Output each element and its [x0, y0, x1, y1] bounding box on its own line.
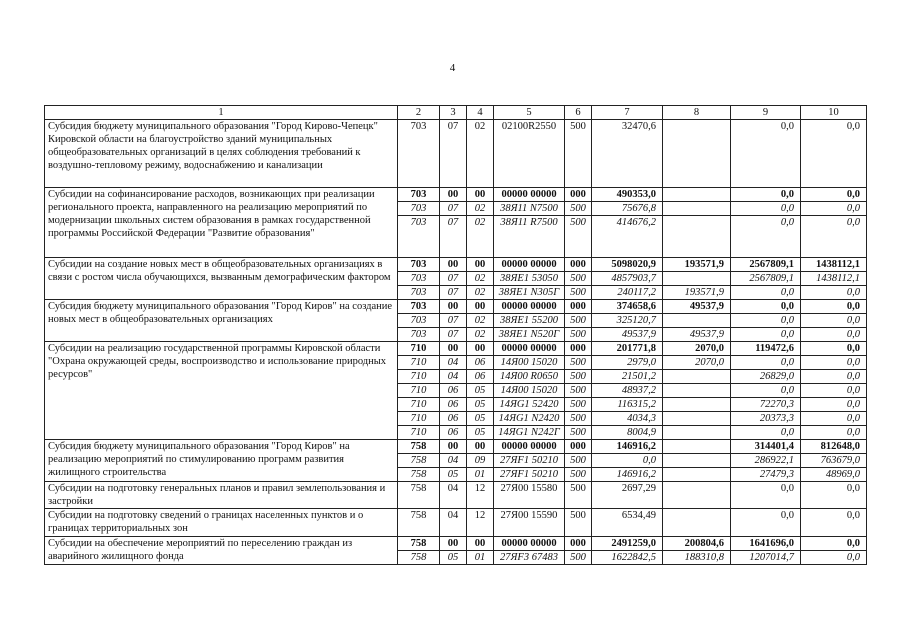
cell-col3: 00 [440, 439, 467, 453]
cell-col3: 06 [440, 425, 467, 439]
cell-col2: 758 [398, 536, 440, 550]
cell-col5: 00000 00000 [494, 439, 565, 453]
cell-col3: 07 [440, 313, 467, 327]
table-row [45, 120, 867, 188]
cell-col7: 8004,9 [592, 425, 663, 439]
cell-col9: 0,0 [731, 425, 801, 439]
cell-col4: 05 [467, 397, 494, 411]
cell-col10: 1438112,1 [801, 271, 867, 285]
table-body [45, 106, 867, 565]
cell-col5: 38Я11 N7500 [494, 202, 565, 216]
cell-col5: 14Я00 15020 [494, 355, 565, 369]
cell-col4: 05 [467, 425, 494, 439]
cell-col8 [663, 188, 731, 202]
cell-col5: 00000 00000 [494, 536, 565, 550]
cell-col8 [663, 509, 731, 537]
cell-col3: 06 [440, 383, 467, 397]
cell-col10: 0,0 [801, 285, 867, 299]
cell-col5: 38ЯЕ1 55200 [494, 313, 565, 327]
table-row [45, 509, 867, 537]
cell-col6: 500 [565, 467, 592, 481]
cell-col10: 0,0 [801, 369, 867, 383]
cell-col4: 02 [467, 202, 494, 216]
cell-col6: 500 [565, 271, 592, 285]
cell-col4: 02 [467, 285, 494, 299]
cell-col6: 000 [565, 341, 592, 355]
cell-col3: 04 [440, 355, 467, 369]
cell-col10: 0,0 [801, 550, 867, 564]
cell-col7: 490353,0 [592, 188, 663, 202]
cell-col4: 05 [467, 411, 494, 425]
table-row [45, 299, 867, 313]
table-row [45, 341, 867, 355]
cell-col2: 703 [398, 202, 440, 216]
cell-col4: 02 [467, 271, 494, 285]
cell-col3: 05 [440, 550, 467, 564]
cell-col3: 04 [440, 481, 467, 509]
cell-col8 [663, 271, 731, 285]
cell-col8: 200804,6 [663, 536, 731, 550]
cell-col6: 500 [565, 355, 592, 369]
cell-col5: 02100R2550 [494, 120, 565, 188]
cell-col7: 32470,6 [592, 120, 663, 188]
subsidy-description: Субсидия бюджету муниципального образования "Город Киров" на создание новых мест в общеобразовательных организациях [45, 299, 398, 341]
cell-col5: 00000 00000 [494, 257, 565, 271]
cell-col5: 38Я11 R7500 [494, 216, 565, 257]
cell-col9: 0,0 [731, 327, 801, 341]
cell-col4: 01 [467, 467, 494, 481]
cell-col9: 0,0 [731, 313, 801, 327]
cell-col6: 500 [565, 509, 592, 537]
cell-col8 [663, 481, 731, 509]
cell-col2: 710 [398, 369, 440, 383]
cell-col7: 414676,2 [592, 216, 663, 257]
cell-col4: 02 [467, 216, 494, 257]
cell-col7: 2697,29 [592, 481, 663, 509]
subsidy-description: Субсидия бюджету муниципального образования "Город Киров" на реализацию мероприятий по стимулированию программ развития жилищного строительства [45, 439, 398, 481]
subsidy-description: Субсидия бюджету муниципального образования "Город Кирово-Чепецк" Кировской области на благоустройство зданий муниципальных общеобразовательных организаций в целях соблюдения требований к воздушно-тепловому режиму, водоснабжению и канализации [45, 120, 398, 188]
cell-col6: 500 [565, 453, 592, 467]
cell-col8 [663, 369, 731, 383]
cell-col8: 49537,9 [663, 327, 731, 341]
cell-col2: 710 [398, 425, 440, 439]
header-cell: 2 [398, 106, 440, 120]
cell-col3: 00 [440, 536, 467, 550]
subsidy-description: Субсидии на реализацию государственной программы Кировской области "Охрана окружающей среды, воспроизводство и использование природных ресурсов" [45, 341, 398, 439]
cell-col7: 325120,7 [592, 313, 663, 327]
cell-col2: 758 [398, 439, 440, 453]
cell-col6: 000 [565, 536, 592, 550]
cell-col7: 146916,2 [592, 467, 663, 481]
cell-col5: 27Я00 15580 [494, 481, 565, 509]
cell-col10: 0,0 [801, 216, 867, 257]
subsidy-description: Субсидии на подготовку генеральных планов и правил землепользования и застройки [45, 481, 398, 509]
subsidy-description: Субсидии на софинансирование расходов, возникающих при реализации регионального проекта, направленного на реализацию мероприятий по модернизации школьных систем образования в рамках государственной программы Российской Федерации "Развитие образования" [45, 188, 398, 257]
cell-col8 [663, 397, 731, 411]
cell-col3: 04 [440, 369, 467, 383]
cell-col10: 0,0 [801, 425, 867, 439]
cell-col10: 0,0 [801, 327, 867, 341]
cell-col5: 00000 00000 [494, 341, 565, 355]
cell-col10: 0,0 [801, 341, 867, 355]
cell-col10: 1438112,1 [801, 257, 867, 271]
table-row [45, 257, 867, 271]
cell-col4: 00 [467, 299, 494, 313]
cell-col10: 0,0 [801, 536, 867, 550]
cell-col6: 000 [565, 439, 592, 453]
cell-col10: 0,0 [801, 299, 867, 313]
cell-col9: 0,0 [731, 383, 801, 397]
cell-col7: 146916,2 [592, 439, 663, 453]
cell-col6: 500 [565, 481, 592, 509]
cell-col2: 758 [398, 467, 440, 481]
table-row [45, 536, 867, 550]
cell-col5: 27ЯF1 50210 [494, 467, 565, 481]
header-cell: 6 [565, 106, 592, 120]
cell-col9: 26829,0 [731, 369, 801, 383]
cell-col5: 27Я00 15590 [494, 509, 565, 537]
header-cell: 8 [663, 106, 731, 120]
cell-col4: 00 [467, 257, 494, 271]
cell-col8 [663, 453, 731, 467]
cell-col2: 703 [398, 216, 440, 257]
table-row [45, 439, 867, 453]
cell-col6: 000 [565, 188, 592, 202]
cell-col4: 02 [467, 327, 494, 341]
cell-col6: 500 [565, 383, 592, 397]
cell-col7: 116315,2 [592, 397, 663, 411]
cell-col2: 703 [398, 313, 440, 327]
cell-col8 [663, 467, 731, 481]
cell-col7: 6534,49 [592, 509, 663, 537]
cell-col10: 0,0 [801, 355, 867, 369]
header-cell: 3 [440, 106, 467, 120]
cell-col7: 374658,6 [592, 299, 663, 313]
cell-col4: 09 [467, 453, 494, 467]
cell-col8 [663, 425, 731, 439]
cell-col9: 1641696,0 [731, 536, 801, 550]
cell-col9: 286922,1 [731, 453, 801, 467]
cell-col3: 07 [440, 285, 467, 299]
cell-col8 [663, 383, 731, 397]
cell-col9: 0,0 [731, 355, 801, 369]
cell-col4: 01 [467, 550, 494, 564]
cell-col6: 500 [565, 397, 592, 411]
cell-col2: 710 [398, 383, 440, 397]
cell-col7: 21501,2 [592, 369, 663, 383]
cell-col5: 27ЯF1 50210 [494, 453, 565, 467]
cell-col9: 0,0 [731, 202, 801, 216]
cell-col5: 00000 00000 [494, 299, 565, 313]
table-row [45, 481, 867, 509]
cell-col6: 000 [565, 257, 592, 271]
cell-col2: 703 [398, 299, 440, 313]
cell-col3: 04 [440, 509, 467, 537]
cell-col5: 00000 00000 [494, 188, 565, 202]
cell-col2: 710 [398, 411, 440, 425]
cell-col4: 06 [467, 355, 494, 369]
cell-col10: 763679,0 [801, 453, 867, 467]
cell-col2: 710 [398, 355, 440, 369]
cell-col3: 00 [440, 299, 467, 313]
cell-col7: 75676,8 [592, 202, 663, 216]
budget-table [44, 105, 867, 565]
cell-col9: 0,0 [731, 285, 801, 299]
cell-col4: 00 [467, 341, 494, 355]
cell-col2: 758 [398, 453, 440, 467]
cell-col2: 703 [398, 271, 440, 285]
cell-col5: 14ЯG1 52420 [494, 397, 565, 411]
cell-col2: 710 [398, 341, 440, 355]
header-cell: 5 [494, 106, 565, 120]
cell-col7: 5098020,9 [592, 257, 663, 271]
cell-col9: 0,0 [731, 188, 801, 202]
cell-col7: 201771,8 [592, 341, 663, 355]
cell-col10: 0,0 [801, 411, 867, 425]
cell-col10: 812648,0 [801, 439, 867, 453]
cell-col8 [663, 411, 731, 425]
cell-col9: 27479,3 [731, 467, 801, 481]
cell-col3: 07 [440, 120, 467, 188]
cell-col3: 04 [440, 453, 467, 467]
cell-col10: 0,0 [801, 481, 867, 509]
cell-col8 [663, 202, 731, 216]
cell-col5: 14Я00 R0650 [494, 369, 565, 383]
header-cell: 1 [45, 106, 398, 120]
cell-col4: 02 [467, 313, 494, 327]
cell-col8 [663, 439, 731, 453]
cell-col2: 758 [398, 481, 440, 509]
cell-col9: 2567809,1 [731, 271, 801, 285]
cell-col7: 2491259,0 [592, 536, 663, 550]
cell-col2: 710 [398, 397, 440, 411]
cell-col7: 240117,2 [592, 285, 663, 299]
cell-col4: 12 [467, 509, 494, 537]
cell-col9: 0,0 [731, 509, 801, 537]
header-cell: 10 [801, 106, 867, 120]
cell-col2: 758 [398, 509, 440, 537]
cell-col6: 500 [565, 285, 592, 299]
cell-col6: 500 [565, 411, 592, 425]
cell-col5: 14Я00 15020 [494, 383, 565, 397]
cell-col8 [663, 216, 731, 257]
cell-col9: 72270,3 [731, 397, 801, 411]
cell-col5: 14ЯG1 N2420 [494, 411, 565, 425]
cell-col5: 38ЯЕ1 53050 [494, 271, 565, 285]
header-row [45, 106, 867, 120]
cell-col8 [663, 120, 731, 188]
cell-col6: 500 [565, 313, 592, 327]
cell-col6: 500 [565, 216, 592, 257]
cell-col10: 0,0 [801, 120, 867, 188]
cell-col3: 06 [440, 397, 467, 411]
cell-col9: 20373,3 [731, 411, 801, 425]
cell-col6: 500 [565, 327, 592, 341]
cell-col10: 0,0 [801, 397, 867, 411]
cell-col6: 500 [565, 202, 592, 216]
cell-col5: 27ЯF3 67483 [494, 550, 565, 564]
cell-col10: 0,0 [801, 509, 867, 537]
cell-col2: 703 [398, 257, 440, 271]
table-row [45, 188, 867, 202]
cell-col5: 38ЯЕ1 N305Г [494, 285, 565, 299]
cell-col7: 48937,2 [592, 383, 663, 397]
cell-col2: 758 [398, 550, 440, 564]
cell-col10: 0,0 [801, 202, 867, 216]
cell-col9: 0,0 [731, 120, 801, 188]
header-cell: 9 [731, 106, 801, 120]
cell-col8: 193571,9 [663, 285, 731, 299]
header-cell: 7 [592, 106, 663, 120]
cell-col10: 0,0 [801, 188, 867, 202]
cell-col2: 703 [398, 120, 440, 188]
cell-col4: 05 [467, 383, 494, 397]
cell-col6: 000 [565, 299, 592, 313]
subsidy-description: Субсидии на обеспечение мероприятий по переселению граждан из аварийного жилищного фонда [45, 536, 398, 564]
cell-col4: 00 [467, 188, 494, 202]
cell-col7: 1622842,5 [592, 550, 663, 564]
cell-col3: 07 [440, 216, 467, 257]
cell-col10: 0,0 [801, 313, 867, 327]
cell-col8: 49537,9 [663, 299, 731, 313]
cell-col9: 0,0 [731, 216, 801, 257]
cell-col10: 48969,0 [801, 467, 867, 481]
cell-col5: 14ЯG1 N242Г [494, 425, 565, 439]
cell-col8: 2070,0 [663, 355, 731, 369]
page-number: 4 [449, 62, 456, 74]
cell-col8: 2070,0 [663, 341, 731, 355]
cell-col7: 0,0 [592, 453, 663, 467]
cell-col3: 06 [440, 411, 467, 425]
cell-col7: 49537,9 [592, 327, 663, 341]
cell-col8: 193571,9 [663, 257, 731, 271]
cell-col8 [663, 313, 731, 327]
cell-col3: 00 [440, 341, 467, 355]
cell-col9: 314401,4 [731, 439, 801, 453]
cell-col4: 06 [467, 369, 494, 383]
cell-col9: 119472,6 [731, 341, 801, 355]
cell-col5: 38ЯЕ1 N520Г [494, 327, 565, 341]
cell-col4: 12 [467, 481, 494, 509]
cell-col6: 500 [565, 369, 592, 383]
cell-col2: 703 [398, 327, 440, 341]
cell-col3: 00 [440, 188, 467, 202]
cell-col2: 703 [398, 188, 440, 202]
cell-col3: 07 [440, 271, 467, 285]
cell-col9: 0,0 [731, 299, 801, 313]
header-cell: 4 [467, 106, 494, 120]
cell-col4: 02 [467, 120, 494, 188]
cell-col9: 0,0 [731, 481, 801, 509]
cell-col3: 07 [440, 327, 467, 341]
cell-col9: 2567809,1 [731, 257, 801, 271]
cell-col7: 4034,3 [592, 411, 663, 425]
cell-col2: 703 [398, 285, 440, 299]
subsidy-description: Субсидии на создание новых мест в общеобразовательных организациях в связи с ростом числа обучающихся, вызванным демографическим фактором [45, 257, 398, 299]
cell-col6: 500 [565, 120, 592, 188]
cell-col3: 07 [440, 202, 467, 216]
cell-col3: 05 [440, 467, 467, 481]
cell-col7: 4857903,7 [592, 271, 663, 285]
cell-col6: 500 [565, 425, 592, 439]
cell-col9: 1207014,7 [731, 550, 801, 564]
cell-col4: 00 [467, 439, 494, 453]
cell-col10: 0,0 [801, 383, 867, 397]
cell-col6: 500 [565, 550, 592, 564]
cell-col7: 2979,0 [592, 355, 663, 369]
cell-col3: 00 [440, 257, 467, 271]
subsidy-description: Субсидии на подготовку сведений о границах населенных пунктов и о границах территориальных зон [45, 509, 398, 537]
cell-col8: 188310,8 [663, 550, 731, 564]
cell-col4: 00 [467, 536, 494, 550]
